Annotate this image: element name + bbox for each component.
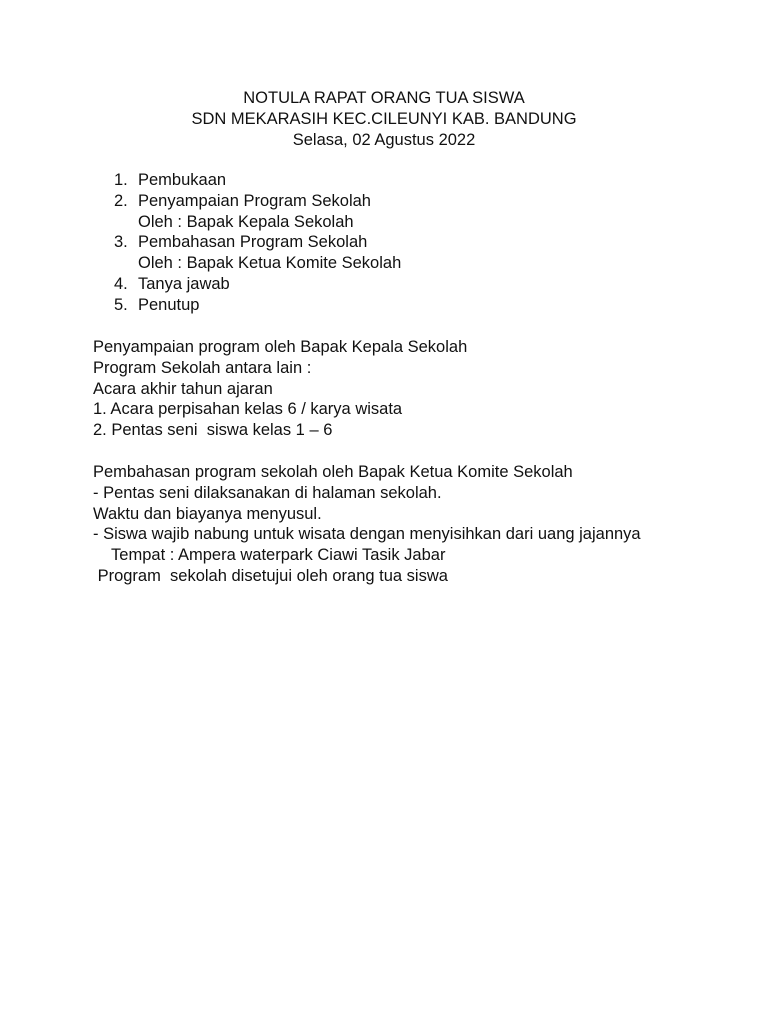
paragraph-line: Pembahasan program sekolah oleh Bapak Ketua Komite Sekolah [93, 463, 573, 481]
paragraph-line: 2. Pentas seni siswa kelas 1 – 6 [93, 421, 333, 440]
agenda-item [114, 295, 401, 316]
agenda-presenter: Oleh : Bapak Ketua Komite Sekolah [138, 254, 402, 273]
paragraph-line: Penyampaian program oleh Bapak Kepala Sekolah [93, 338, 468, 356]
paragraph-line: 1. Acara perpisahan kelas 6 / karya wisata [93, 400, 403, 419]
agenda-item [114, 274, 401, 295]
school-name: SDN MEKARASIH KEC.CILEUNYI KAB. BANDUNG [191, 109, 577, 128]
paragraph-line: - Pentas seni dilaksanakan di halaman sekolah. [93, 483, 442, 502]
agenda-number: 4. [114, 274, 128, 293]
agenda-subline [114, 212, 401, 233]
paragraph-line: Tempat : Ampera waterpark Ciawi Tasik Jabar [93, 546, 446, 565]
agenda-number: 3. [114, 233, 128, 252]
agenda-item [114, 232, 401, 253]
paragraph-line: Program Sekolah antara lain : [93, 358, 312, 377]
paragraph-line: Acara akhir tahun ajaran [93, 379, 273, 398]
agenda-label: Pembukaan [138, 171, 227, 189]
document-header [0, 88, 768, 150]
agenda-list [114, 170, 401, 316]
principal-program-section [93, 337, 467, 441]
agenda-item [114, 170, 401, 191]
agenda-label: Tanya jawab [138, 274, 230, 293]
agenda-label: Pembahasan Program Sekolah [138, 233, 368, 252]
agenda-subline [114, 253, 401, 274]
agenda-item [114, 191, 401, 212]
meeting-date: Selasa, 02 Agustus 2022 [292, 130, 476, 149]
paragraph-line: Waktu dan biayanya menyusul. [93, 504, 322, 523]
paragraph-line: Program sekolah disetujui oleh orang tua siswa [93, 566, 448, 585]
agenda-label: Penutup [138, 295, 200, 314]
committee-discussion-section [93, 462, 641, 587]
agenda-presenter: Oleh : Bapak Kepala Sekolah [138, 212, 354, 231]
agenda-number: 2. [114, 191, 128, 210]
agenda-label: Penyampaian Program Sekolah [138, 191, 371, 210]
agenda-number: 1. [114, 171, 128, 189]
paragraph-line: - Siswa wajib nabung untuk wisata dengan menyisihkan dari uang jajannya [93, 525, 641, 544]
document-title: NOTULA RAPAT ORANG TUA SISWA [243, 89, 525, 107]
agenda-number: 5. [114, 295, 128, 314]
